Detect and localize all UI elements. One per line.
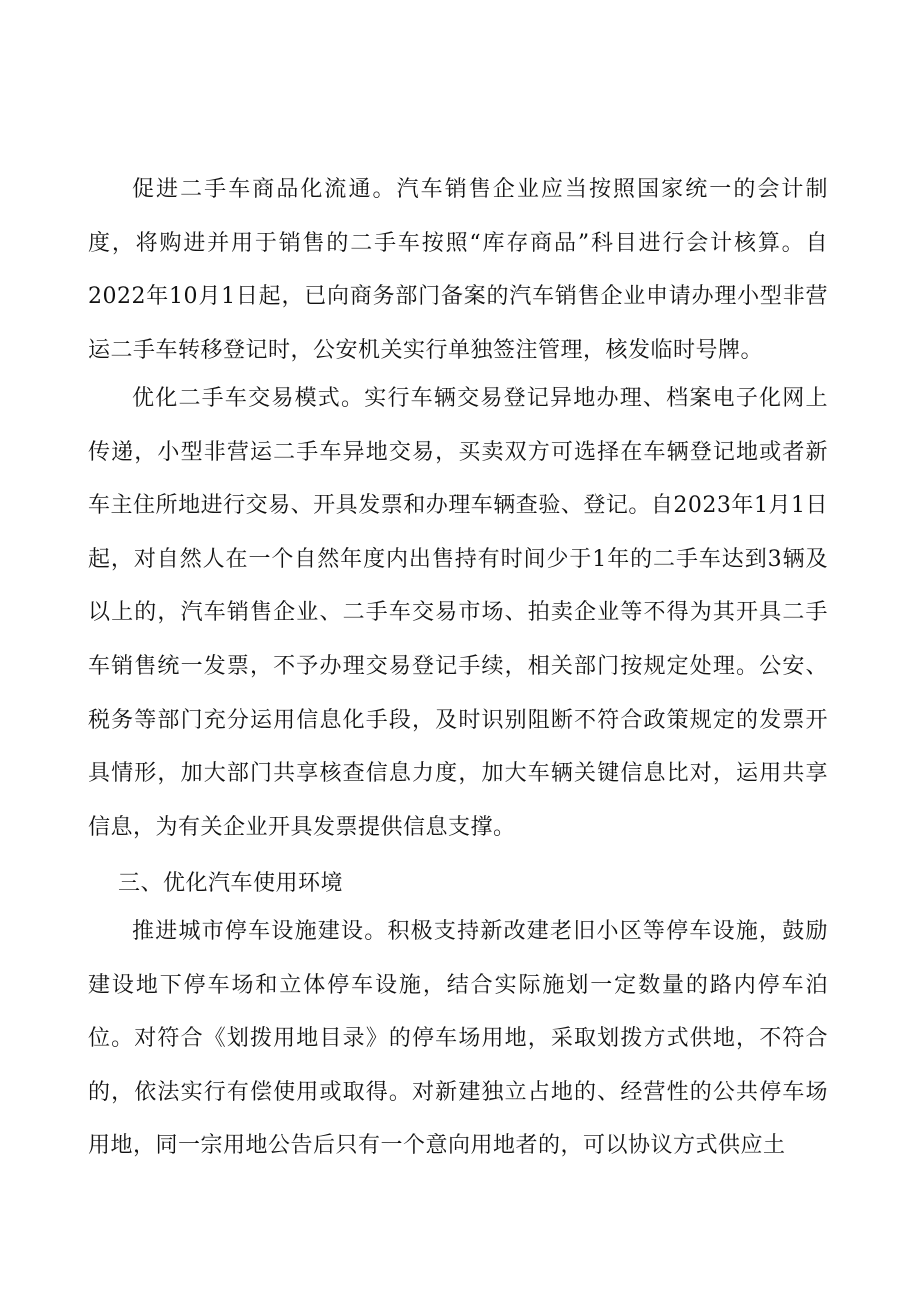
paragraph-parking-facilities: 推进城市停车设施建设。积极支持新改建老旧小区等停车设施，鼓励建设地下停车场和立体停车设施，结合实际施划一定数量的路内停车泊位。对符合《划拨用地目录》的停车场用地，采取划拨方式供地，不符合的，依法实行有偿使用或取得。对新建独立占地的、经营性的公共停车场用地，同一宗用地公告后只有一个意向用地者的，可以协议方式供应土: [88, 919, 828, 1159]
paragraph-used-car-trading-mode: 优化二手车交易模式。实行车辆交易登记异地办理、档案电子化网上传递，小型非营运二手车异地交易，买卖双方可选择在车辆登记地或者新车主住所地进行交易、开具发票和办理车辆查验、登记。自2023年1月1日起，对自然人在一个自然年度内出售持有时间少于1年的二手车达到3辆及以上的，汽车销售企业、二手车交易市场、拍卖企业等不得为其开具二手车销售统一发票，不予办理交易登记手续，相关部门按规定处理。公安、税务等部门充分运用信息化手段，及时识别阻断不符合政策规定的发票开具情形，加大部门共享核查信息力度，加大车辆关键信息比对，运用共享信息，为有关企业开具发票提供信息支撑。: [88, 386, 828, 840]
paragraph-used-car-circulation: 促进二手车商品化流通。汽车销售企业应当按照国家统一的会计制度，将购进并用于销售的二手车按照“库存商品”科目进行会计核算。自2022年10月1日起，已向商务部门备案的汽车销售企业申请办理小型非营运二手车转移登记时，公安机关实行单独签注管理，核发临时号牌。: [88, 177, 828, 363]
section-heading: 三、优化汽车使用环境: [118, 871, 344, 896]
